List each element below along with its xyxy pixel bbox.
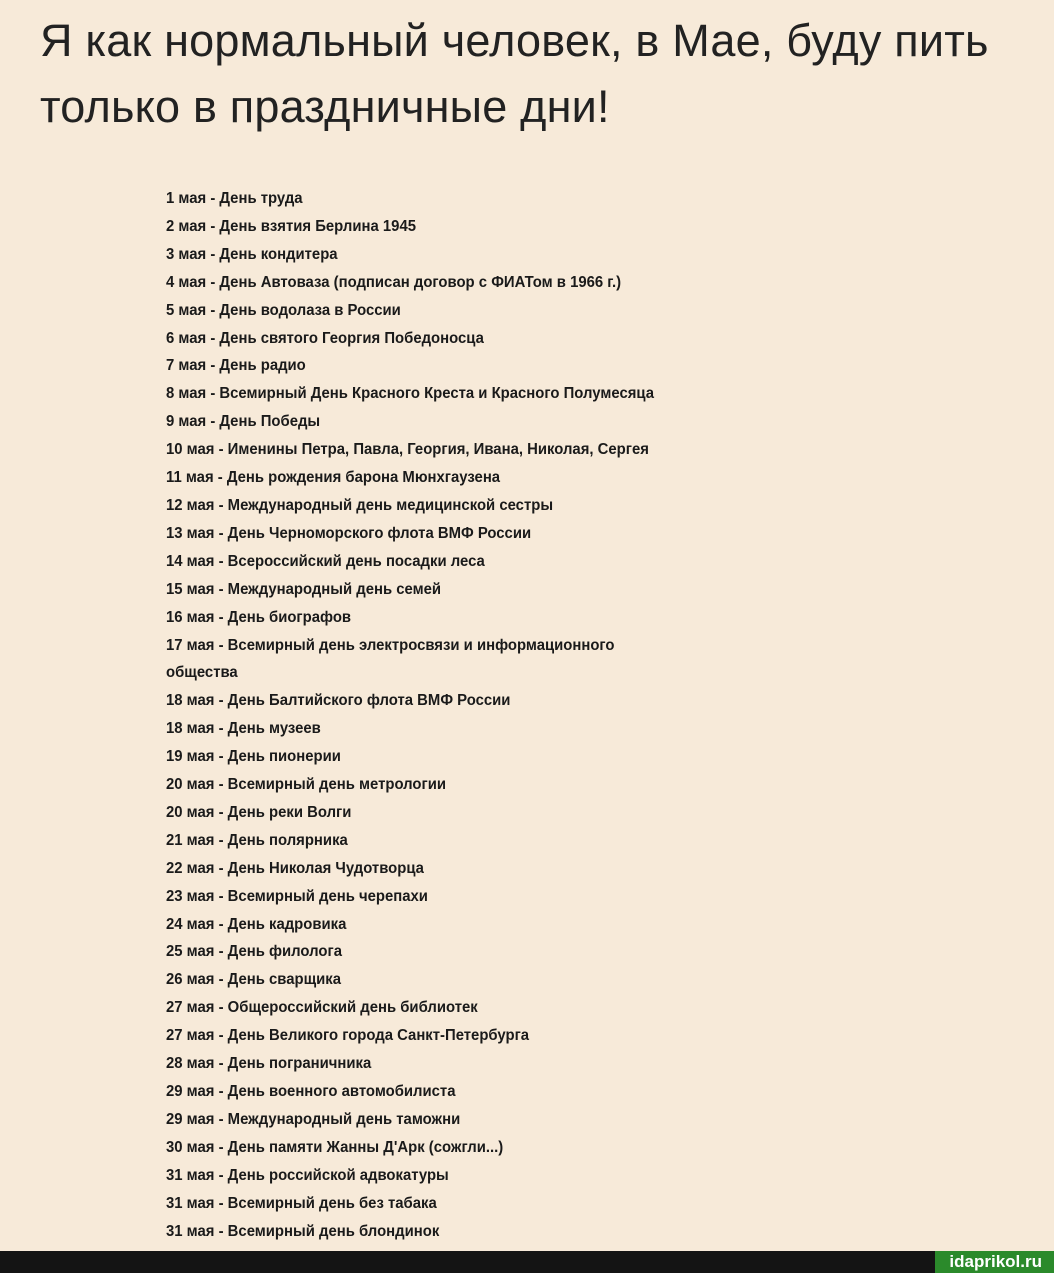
holiday-item: 24 мая - День кадровика [166,915,347,933]
holiday-item: 21 мая - День полярника [166,831,348,849]
holiday-item: 12 мая - Международный день медицинской сестры [166,496,554,514]
holiday-item: 13 мая - День Черноморского флота ВМФ России [166,524,532,542]
site-watermark: idaprikol.ru [935,1251,1054,1273]
holiday-item: 18 мая - День музеев [166,720,321,738]
holiday-item: 2 мая - День взятия Берлина 1945 [166,217,416,235]
holiday-item: 20 мая - День реки Волги [166,803,352,821]
holiday-item: 15 мая - Международный день семей [166,580,442,598]
holiday-item: 18 мая - День Балтийского флота ВМФ России [166,692,511,710]
holiday-item: 14 мая - Всероссийский день посадки леса [166,552,485,570]
holiday-item: 7 мая - День радио [166,357,306,375]
holiday-item: 29 мая - Международный день таможни [166,1110,461,1128]
holiday-item: 28 мая - День пограничника [166,1055,372,1073]
holiday-item: 31 мая - Всемирный день блондинок [166,1222,440,1240]
holiday-item: 23 мая - Всемирный день черепахи [166,887,428,905]
holiday-item: 27 мая - Общероссийский день библиотек [166,999,478,1017]
holiday-item: 27 мая - День Великого города Санкт-Петербурга [166,1027,530,1045]
holiday-item: 30 мая - День памяти Жанны Д'Арк (сожгли...) [166,1138,504,1156]
holiday-item: 20 мая - Всемирный день метрологии [166,776,447,794]
holiday-item: 29 мая - День военного автомобилиста [166,1083,456,1100]
holiday-item: 16 мая - День биографов [166,608,352,626]
holiday-item: 4 мая - День Автоваза (подписан договор с ФИАТом в 1966 г.) [166,273,622,291]
footer-bar [0,1251,1054,1273]
holiday-item: 11 мая - День рождения барона Мюнхгаузена [166,469,501,487]
holiday-item: 22 мая - День Николая Чудотворца [166,859,424,877]
holiday-item: 19 мая - День пионерии [166,748,341,766]
holiday-item: 26 мая - День сварщика [166,971,342,989]
holiday-item: 10 мая - Именины Петра, Павла, Георгия, Ивана, Николая, Сергея [166,441,649,459]
holiday-item: 25 мая - День филолога [166,943,342,961]
holiday-item: 1 мая - День труда [166,190,303,207]
headline: Я как нормальный человек, в Мае, буду пить только в праздничные дни! [40,15,989,132]
holiday-item: 31 мая - День российской адвокатуры [166,1166,449,1184]
holiday-item-continuation: общества [166,664,238,682]
holiday-item: 5 мая - День водолаза в России [166,301,401,319]
holiday-item: 17 мая - Всемирный день электросвязи и информационного [166,636,615,654]
holiday-item: 31 мая - Всемирный день без табака [166,1194,437,1212]
holiday-item: 6 мая - День святого Георгия Победоносца [166,329,484,347]
holiday-list [166,185,873,1245]
holiday-item: 8 мая - Всемирный День Красного Креста и Красного Полумесяца [166,385,655,403]
holiday-item: 3 мая - День кондитера [166,245,338,263]
holiday-item: 9 мая - День Победы [166,413,321,431]
